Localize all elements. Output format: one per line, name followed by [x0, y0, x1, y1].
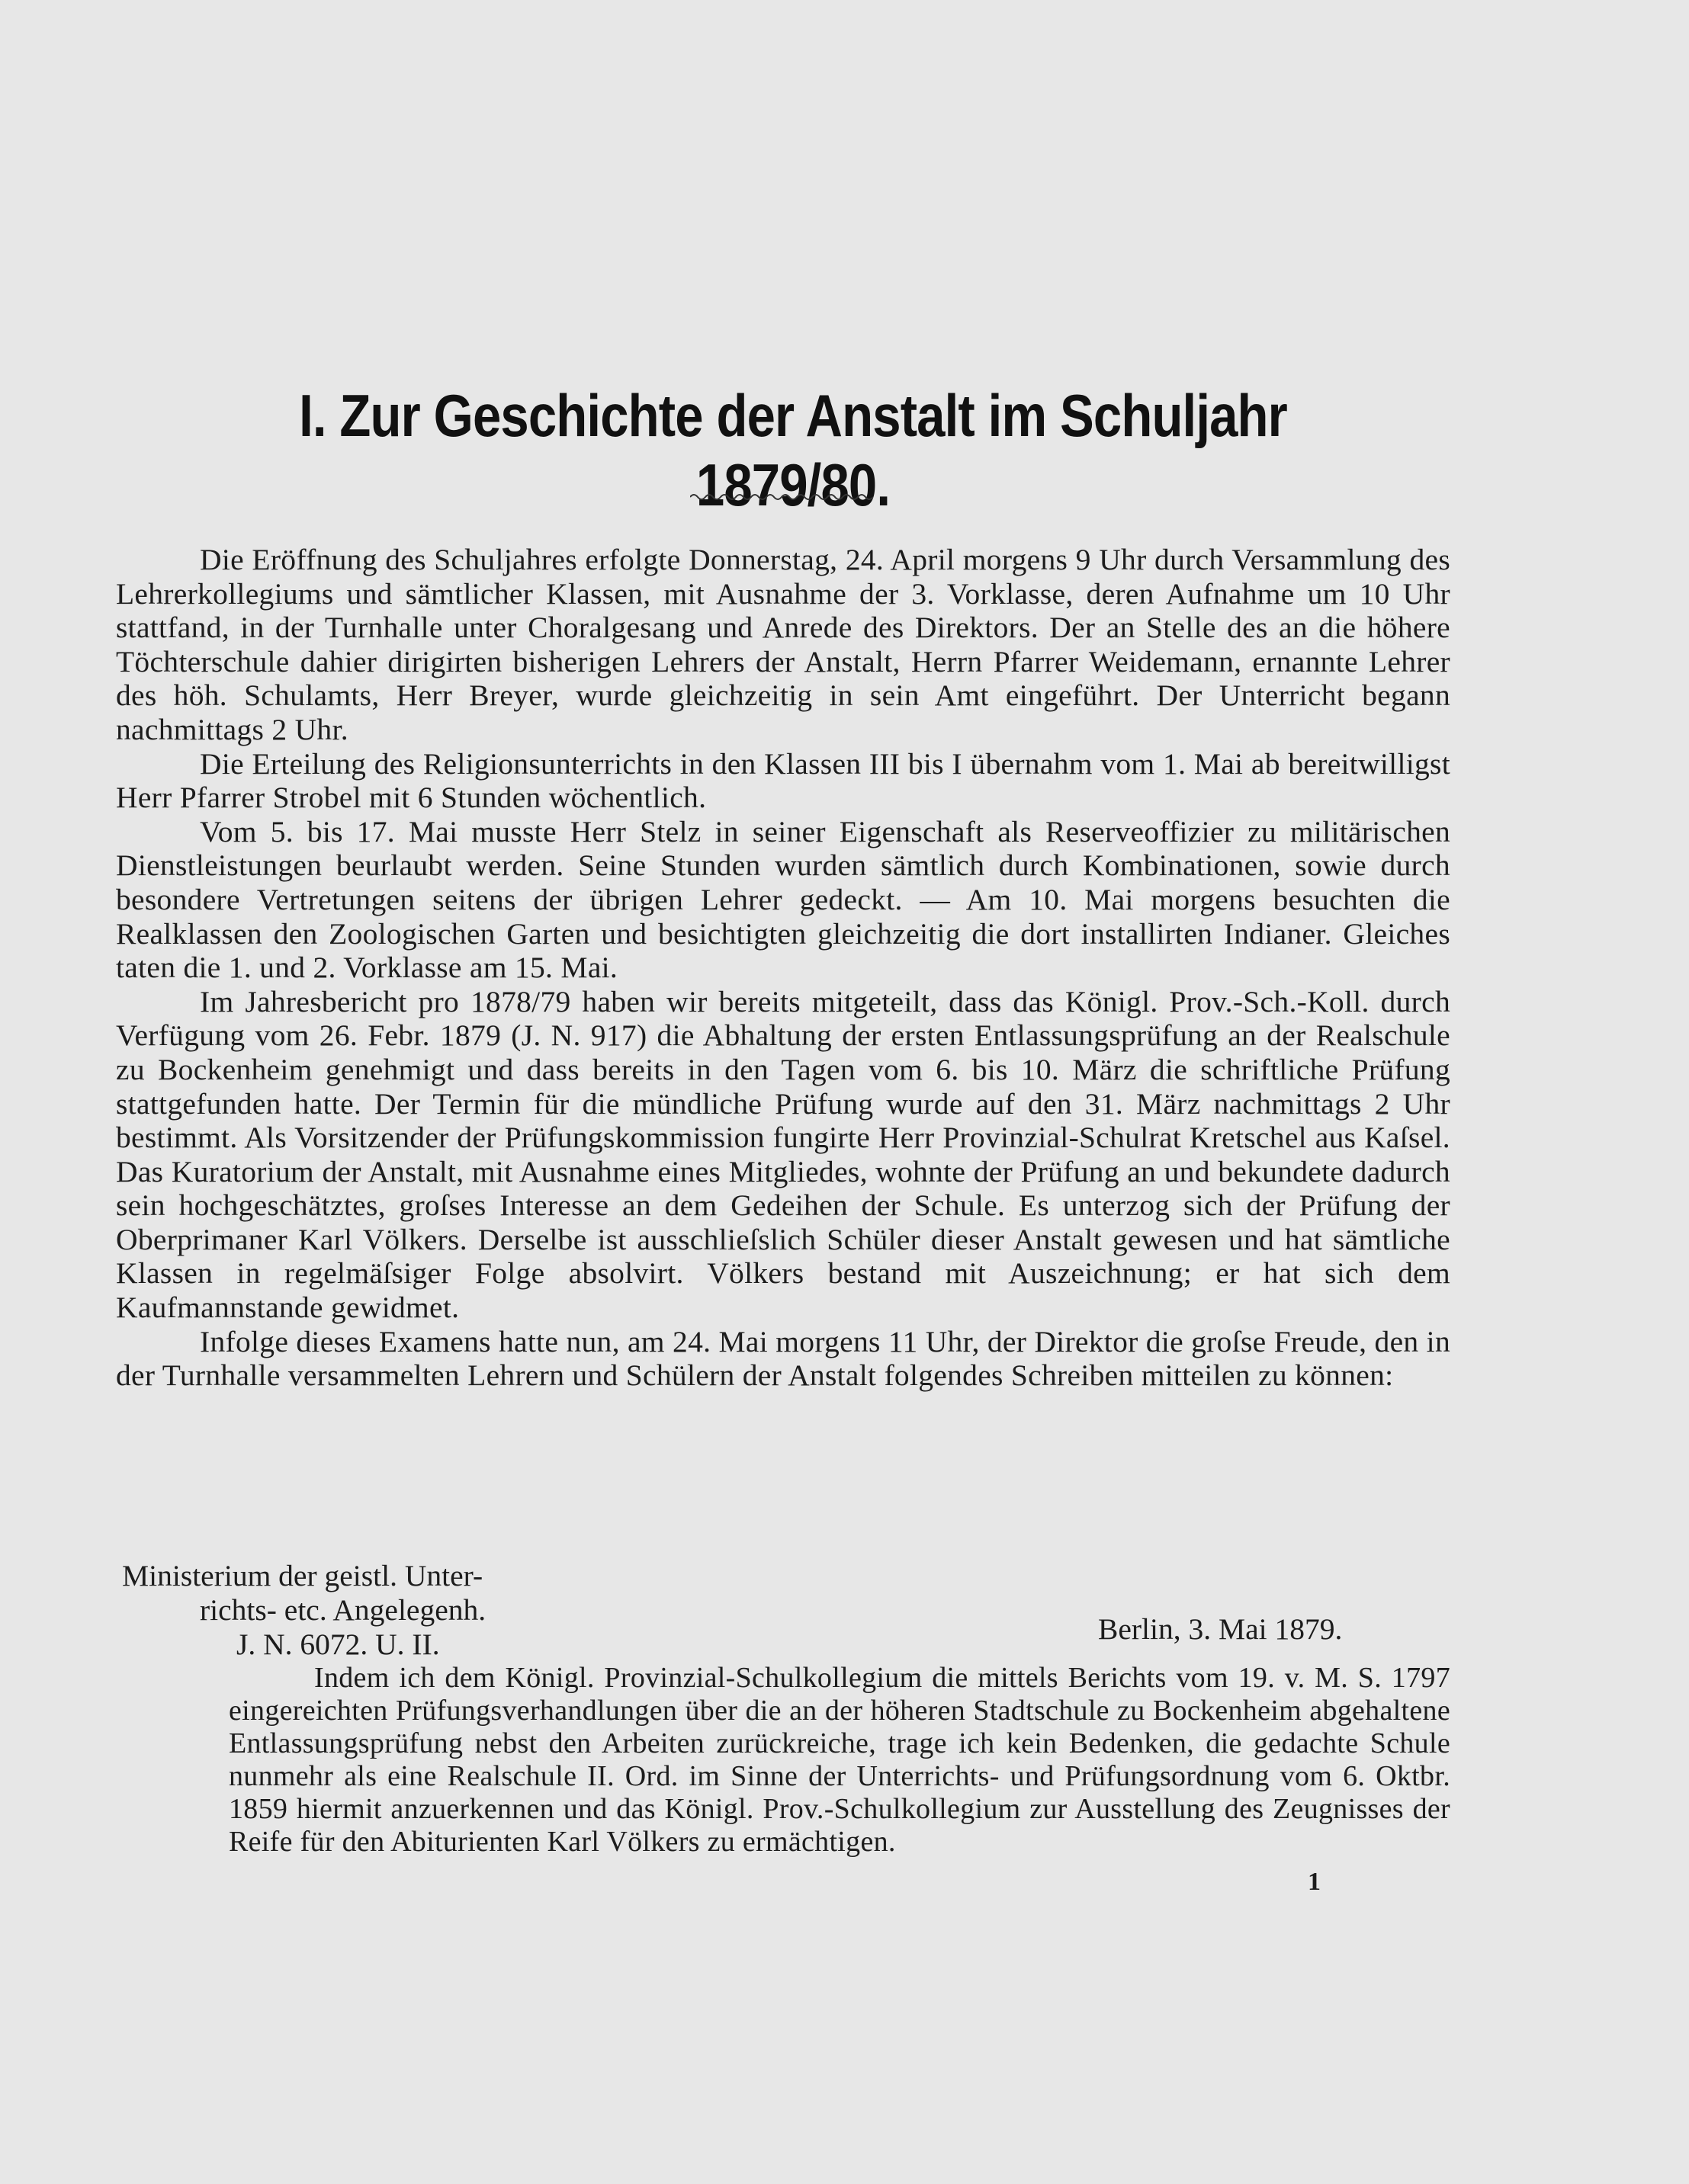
letter-sender-line2: richts- etc. Angelegenh. — [200, 1593, 486, 1627]
paragraph-letter-intro: Infolge dieses Examens hatte nun, am 24. Mai morgens 11 Uhr, der Direktor die groſse Freude, den in der Turnhalle versammelten Lehrern und Schülern der Anstalt folgendes Schreiben mitteilen zu können: — [116, 1324, 1450, 1393]
paragraph-religion: Die Erteilung des Religionsunterrichts in den Klassen III bis I übernahm vom 1. Mai ab bereitwilligst Herr Pfarrer Strobel mit 6 Stunden wöchentlich. — [116, 746, 1450, 815]
title-ornament-squiggle — [690, 492, 873, 502]
bleed-through-texture — [114, 122, 1456, 195]
letter-reference: J. N. 6072. U. II. — [236, 1628, 440, 1661]
page-title: I. Zur Geschichte der Anstalt im Schuljahr 1879/80. — [299, 382, 1287, 518]
page-number: 1 — [1308, 1868, 1321, 1896]
paragraph-exam: Im Jahresbericht pro 1878/79 haben wir bereits mitgeteilt, dass das Königl. Prov.-Sch.-Koll. durch Verfügung vom 26. Febr. 1879 (J. N. 917) die Abhaltung der ersten Entlassungsprüfung an der Realschule zu Bockenheim genehmigt und dass bereits in den Tagen vom 6. bis 10. März die schriftliche Prüfung stattgefunden hatte. Der Termin für die mündliche Prüfung wurde auf den 31. März nachmittags 2 Uhr bestimmt. Als Vorsitzender der Prüfungskommission fungirte Herr Provinzial-Schulrat Kretschel aus Kaſsel. Das Kuratorium der Anstalt, mit Ausnahme eines Mitgliedes, wohnte der Prüfung an und bekundete dadurch sein hochgeschätztes, groſses Interesse an dem Gedeihen der Schule. Es unterzog sich der Prüfung der Oberprimaner Karl Völkers. Derselbe ist ausschlieſslich Schüler dieser Anstalt gewesen und hat sämtliche Klassen in regelmäſsiger Folge absolvirt. Völkers bestand mit Auszeichnung; er hat sich dem Kaufmannstande gewidmet. — [116, 984, 1450, 1325]
paragraph-opening: Die Eröffnung des Schuljahres erfolgte Donnerstag, 24. April morgens 9 Uhr durch Versammlung des Lehrerkollegiums und sämtlicher Klassen, mit Ausnahme der 3. Vorklasse, deren Aufnahme um 10 Uhr stattfand, in der Turnhalle unter Choralgesang und Anrede des Direktors. Der an Stelle des an die höhere Töchterschule dahier dirigirten bisherigen Lehrers der Anstalt, Herrn Pfarrer Weidemann, ernannte Lehrer des höh. Schulamts, Herr Breyer, wurde gleichzeitig in sein Amt eingeführt. Der Unterricht begann nachmittags 2 Uhr. — [116, 543, 1450, 746]
letter-sender-line1: Ministerium der geistl. Unter- — [122, 1559, 483, 1592]
chronicle-body — [116, 543, 1450, 1393]
letter-place-date: Berlin, 3. Mai 1879. — [1098, 1612, 1343, 1646]
paragraph-may-events: Vom 5. bis 17. Mai musste Herr Stelz in seiner Eigenschaft als Reserveoffizier zu militärischen Dienstleistungen beurlaubt werden. Seine Stunden wurden sämtlich durch Kombinationen, sowie durch besondere Vertretungen seitens der übrigen Lehrer gedeckt. — Am 10. Mai morgens besuchten die Realklassen den Zoologischen Garten und besichtigten gleichzeitig die dort installirten Indianer. Gleiches taten die 1. und 2. Vorklasse am 15. Mai. — [116, 814, 1450, 985]
letter-paragraph: Indem ich dem Königl. Provinzial-Schulkollegium die mittels Berichts vom 19. v. M. S. 1797 eingereichten Prüfungsverhandlungen über die an der höheren Stadtschule zu Bockenheim abgehaltene Entlassungsprüfung nebst den Arbeiten zurückreiche, trage ich kein Bedenken, die gedachte Schule nunmehr als eine Realschule II. Ord. im Sinne der Unterrichts- und Prüfungsordnung vom 6. Oktbr. 1859 hiermit anzuerkennen und das Königl. Prov.-Schulkollegium zur Ausstellung des Zeugnisses der Reife für den Abiturienten Karl Völkers zu ermächtigen. — [229, 1662, 1450, 1858]
letter-body — [229, 1662, 1450, 1858]
